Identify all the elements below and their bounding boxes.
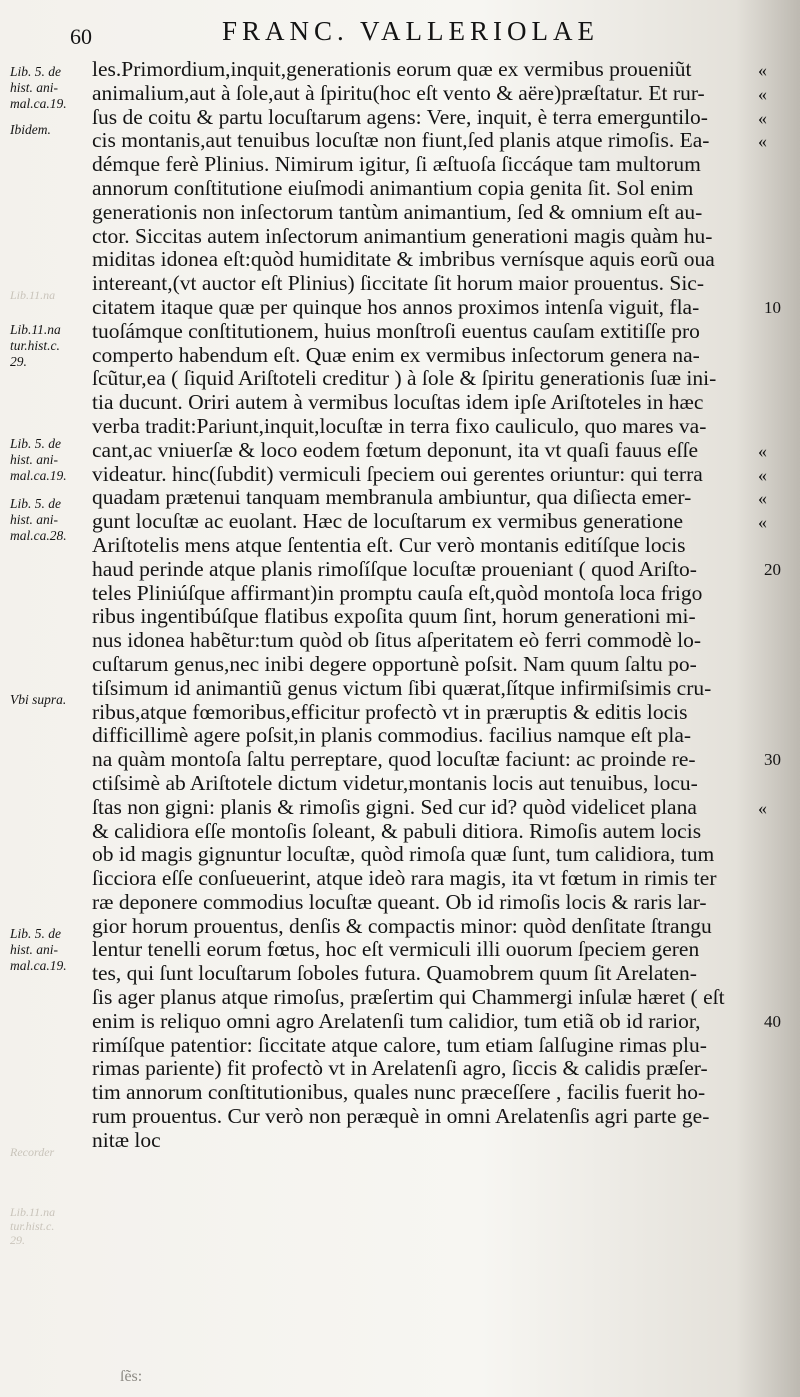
margin-note-line: hist. ani- (10, 512, 59, 527)
text-line: ribus ingentibúſque flatibus expoſita quum ſint, horum generationi mi- (92, 604, 696, 629)
text-line: intereant,(vt auctor eſt Plinius) ſiccitate ſit horum maior prouentus. Sic- (92, 271, 704, 296)
margin-note-line: Lib. 5. de (10, 496, 62, 511)
text-line: difficillimè agere poſsit,in planis commodius. facilius namque eſt pla- (92, 723, 692, 748)
text-line: cuſtarum genus,nec inibi degere opportunè poſsit. Nam quum ſaltu po- (92, 651, 697, 676)
text-line: ctor. Siccitas autem inſectorum animantium generationi magis quàm hu- (92, 223, 713, 248)
text-line: gunt locuſtæ ac euolant. Hæc de locuſtarum ex vermibus generatione (92, 509, 684, 534)
text-line: rimas pariente) fit profectò vt in Arelatenſi agro, ſiccis & calidis præſer- (92, 1056, 708, 1081)
bleed-through-line: tur.hist.c. (10, 1219, 55, 1233)
text-line: tiſsimum id animantiũ genus victum ſibi quærat,ſítque infirmiſsimis cru- (92, 675, 712, 700)
text-line: tes, qui ſunt locuſtarum ſoboles futura. Quamobrem quum ſit Arelaten- (92, 961, 697, 986)
quotation-mark: « (758, 131, 767, 152)
bleed-through-line: Lib.11.na (10, 288, 56, 302)
margin-note (10, 322, 100, 370)
line-numbers-column (764, 58, 798, 1388)
text-line: generationis non inſectorum tantùm animantium, ſed & omnium eſt au- (92, 199, 703, 224)
line-number: 20 (764, 559, 781, 579)
margin-note-line: hist. ani- (10, 80, 59, 95)
text-line: nitæ loc (92, 1127, 161, 1152)
body-text (92, 58, 767, 1153)
margin-note (10, 926, 100, 974)
text-line: nus idonea habẽtur:tum quòd ob ſitus aſperitatem eò ferri commodè lo- (92, 628, 702, 653)
running-title: FRANC. VALLERIOLAE (222, 16, 600, 46)
text-line: haud perinde atque planis rimoſíſque locuſtæ proueniant ( quod Ariſto- (92, 556, 697, 581)
bleed-through-note (10, 1145, 80, 1159)
margin-note (10, 122, 100, 138)
footer-mark: ſẽs: (120, 1368, 143, 1385)
text-line: ctiſsimè ab Ariſtotele dictum videtur,montanis locis aut tenuibus, locu- (92, 770, 698, 795)
quotation-mark: « (758, 60, 767, 80)
text-line: ræ deponere commodius locuſtæ queant. Ob id rimoſis locis & raris lar- (92, 889, 707, 914)
text-line: ſis ager planus atque rimoſus, præſertim qui Chammergi inſulæ hæret ( eſt (92, 985, 725, 1010)
bleed-through-line: Lib.11.na (10, 1205, 56, 1219)
margin-note-line: hist. ani- (10, 452, 59, 467)
text-line: ſtas non gigni: planis & rimoſis gigni. Sed cur id? quòd videlicet plana (92, 794, 697, 819)
text-line: Ariſtotelis mens atque ſententia eſt. Cur verò montanis editíſque locis (92, 532, 686, 557)
text-line: tuoſámque conſtitutionem, huius monſtroſi euentus cauſam extitiſſe pro (92, 318, 700, 343)
margin-note-line: Lib.11.na (10, 322, 61, 337)
quotation-mark: « (758, 797, 767, 818)
quotation-mark: « (758, 83, 767, 104)
text-line: cis montanis,aut tenuibus locuſtæ non fiunt,ſed planis atque rimoſis. Ea- (92, 128, 710, 153)
quotation-mark: « (758, 107, 767, 128)
margin-note-line: Lib. 5. de (10, 64, 62, 79)
text-line: ob id magis gignuntur locuſtæ, quòd rimoſa quæ ſunt, tum calidiora, tum (92, 842, 715, 867)
margin-note-line: Ibidem. (10, 122, 51, 137)
bleed-through-note (10, 1205, 80, 1247)
text-line: ribus,atque fœmoribus,efficitur profectò vt in præruptis & editis locis (92, 699, 688, 724)
margin-note-line: tur.hist.c. (10, 338, 60, 353)
text-line: annorum conſtitutione eiuſmodi animantium copia genita ſit. Sol enim (92, 175, 694, 200)
margin-note-line: Lib. 5. de (10, 436, 62, 451)
text-line: teles Pliniúſque affirmant)in promptu cauſa eſt,quòd montoſa loca frigo (92, 580, 703, 605)
page-header (0, 6, 800, 49)
text-line: cant,ac vniuerſæ & loco eodem fœtum deponunt, ita vt quaſi fauus eſſe (92, 437, 699, 462)
text-line: démque ferè Plinius. Nimirum igitur, ſi æſtuoſa ſiccáque tam multorum (92, 152, 701, 177)
margin-note-line: mal.ca.19. (10, 96, 67, 111)
quotation-mark: « (758, 440, 767, 461)
bleed-through-line: 29. (10, 1233, 25, 1247)
quotation-mark: « (758, 464, 767, 485)
text-line: animalium,aut à ſole,aut à ſpiritu(hoc eſt vento & aëre)præſtatur. Et rur- (92, 80, 705, 105)
text-line: rum prouentus. Cur verò non peræquè in omni Arelatenſis agri parte ge- (92, 1104, 710, 1129)
line-number: 10 (764, 298, 781, 317)
text-line: rimíſque patentior: ſiccitate atque calore, tum etiam ſalſugine rimas plu- (92, 1032, 707, 1057)
text-line: tia ducunt. Oriri autem à vermibus locuſtas idem ipſe Ariſtoteles in hæc (92, 390, 704, 415)
text-line: enim is reliquo omni agro Arelatenſi tum calidior, tum etiã ob id rarior, (92, 1008, 701, 1033)
margin-note-line: hist. ani- (10, 942, 59, 957)
text-line: & calidiora eſſe montoſis ſoleant, & pabuli ditiora. Rimoſis autem locis (92, 818, 702, 843)
margin-note-line: mal.ca.28. (10, 528, 67, 543)
text-line: les.Primordium,inquit,generationis eorum quæ ex vermibus proueniũt (92, 57, 692, 81)
margin-notes (10, 64, 92, 1394)
margin-note-line: mal.ca.19. (10, 468, 67, 483)
margin-note (10, 692, 100, 708)
text-line: videatur. hinc(ſubdit) vermiculi ſpeciem oui gerentes oriuntur: qui terra (92, 461, 703, 486)
text-line: gior horum prouentus, denſis & compactis minor: quòd denſitate ſtrangu (92, 913, 712, 938)
text-line: comperto habendum eſt. Quæ enim ex vermibus inſectorum genera na- (92, 342, 700, 367)
margin-note (10, 436, 100, 484)
text-line: tim annorum conſtitutionibus, quales nunc præceſſere , facilis fuerit ho- (92, 1080, 706, 1105)
text-line: ſicciora eſſe conſueuerint, atque ideò rara magis, ita vt fœtum in rimis ter (92, 866, 717, 891)
text-line: ſus de coitu & partu locuſtarum agens: Vere, inquit, è terra emerguntilo- (92, 104, 708, 129)
bleed-through-line: Recorder (10, 1145, 55, 1159)
margin-note-line: Vbi supra. (10, 692, 67, 707)
quotation-mark: « (758, 512, 767, 533)
text-line: verba tradit:Pariunt,inquit,locuſtæ in terra fixo cauliculo, quo mares va- (92, 413, 707, 438)
quotation-mark: « (758, 488, 767, 509)
text-line: na quàm montoſa ſaltu perreptare, quod locuſtæ faciunt: ac proinde re- (92, 747, 696, 772)
margin-note-line: Lib. 5. de (10, 926, 62, 941)
text-line: miditas idonea eſt:quòd humiditate & imbribus vernísque aquis eorũ oua (92, 247, 715, 272)
margin-note (10, 64, 100, 112)
bleed-through-note (10, 288, 80, 302)
margin-note (10, 496, 100, 544)
text-line: ſcũtur,ea ( ſiquid Ariſtoteli creditur ) à ſole & ſpiritu generationis ſuæ ini- (92, 366, 717, 391)
page-number: 60 (70, 24, 92, 49)
text-line: citatem itaque quæ per quinque hos annos proximos intenſa viguit, fla- (92, 294, 700, 319)
margin-note-line: mal.ca.19. (10, 958, 67, 973)
text-line: quadam prætenui tanquam membranula ambiuntur, qua diſiecta emer- (92, 485, 692, 510)
line-number: 40 (764, 1012, 781, 1031)
text-line: lentur tenelli eorum fœtus, hoc eſt vermiculi illi ouorum ſpeciem geren (92, 937, 700, 962)
line-number: 30 (764, 750, 781, 770)
margin-note-line: 29. (10, 354, 27, 369)
